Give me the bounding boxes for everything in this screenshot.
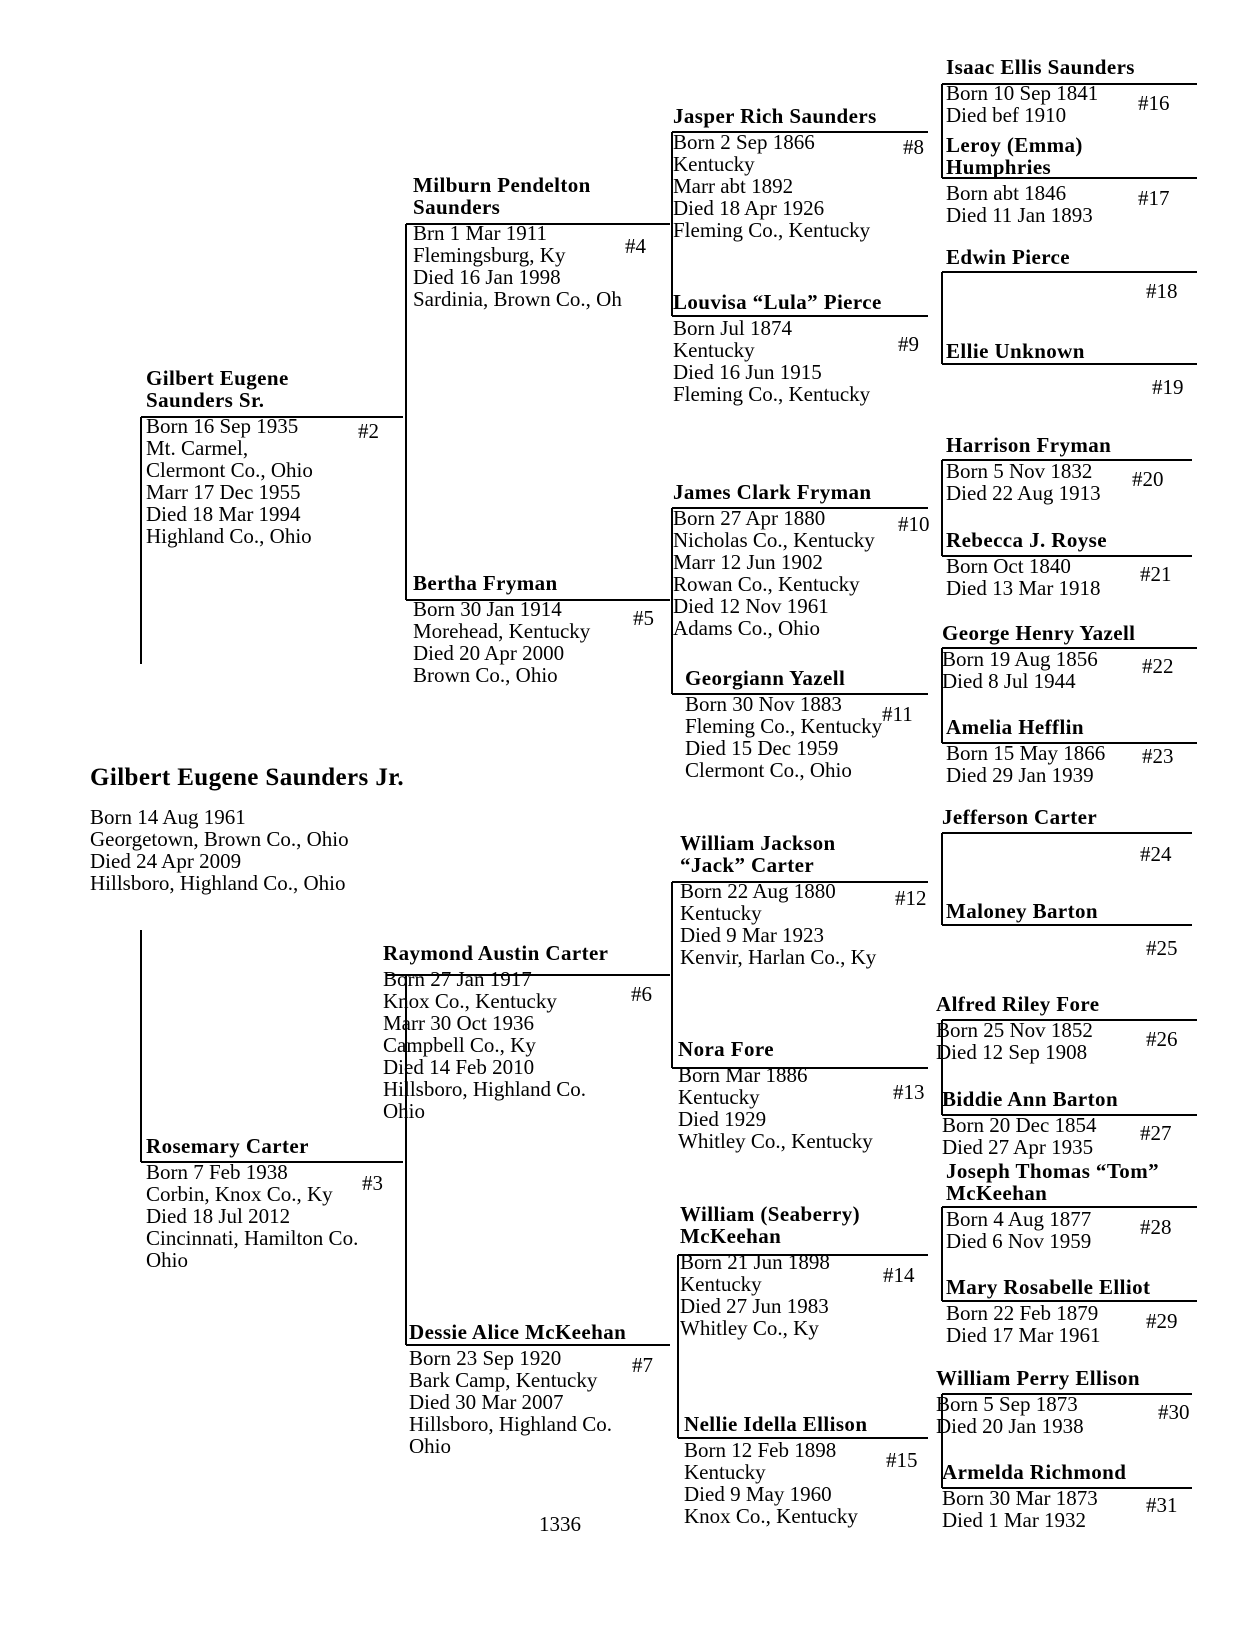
detail-line: Clermont Co., Ohio (146, 458, 313, 482)
person-name: Rosemary Carter (146, 1134, 309, 1158)
ahnentafel-number: #12 (895, 886, 927, 910)
ahnentafel-number: #14 (883, 1263, 915, 1287)
person-name: Gilbert Eugene Saunders Sr. (146, 366, 289, 412)
detail-line: Born 30 Nov 1883 (685, 692, 842, 716)
person-details (90, 806, 510, 894)
person-name: William Perry Ellison (936, 1366, 1141, 1390)
detail-line: Died 16 Jan 1998 (413, 265, 561, 289)
ahnentafel-number: #10 (898, 512, 930, 536)
detail-line: Brn 1 Mar 1911 (413, 221, 547, 245)
detail-line: Hillsboro, Highland Co. (409, 1412, 612, 1436)
person-details (673, 507, 933, 639)
detail-line: Whitley Co., Ky (680, 1316, 819, 1340)
ahnentafel-number: #27 (1140, 1121, 1172, 1145)
detail-line: Kentucky (680, 1272, 762, 1296)
person-name: Ellie Unknown (946, 339, 1085, 363)
detail-line: Died 9 May 1960 (684, 1482, 832, 1506)
detail-line: Marr 17 Dec 1955 (146, 480, 301, 504)
person-name: Isaac Ellis Saunders (946, 55, 1135, 79)
detail-line: Knox Co., Kentucky (383, 989, 557, 1013)
detail-line: Adams Co., Ohio (673, 616, 820, 640)
person-13 (678, 1038, 928, 1152)
detail-line: Hillsboro, Highland Co. (383, 1077, 586, 1101)
detail-line: Born 27 Jan 1917 (383, 967, 532, 991)
person-name: Georgiann Yazell (685, 666, 846, 690)
detail-line: Highland Co., Ohio (146, 524, 312, 548)
ahnentafel-number: #19 (1152, 375, 1184, 399)
person-name: Amelia Hefflin (946, 715, 1084, 739)
person-6 (383, 942, 663, 1122)
person-12 (680, 832, 900, 968)
detail-line: Born abt 1846 (946, 181, 1067, 205)
ahnentafel-number: #3 (362, 1171, 383, 1195)
person-name: William (Seaberry) McKeehan (680, 1202, 861, 1248)
person-9 (673, 291, 933, 405)
detail-line: Died 29 Jan 1939 (946, 763, 1094, 787)
ahnentafel-number: #26 (1146, 1027, 1178, 1051)
ahnentafel-number: #31 (1146, 1493, 1178, 1517)
detail-line: Born 7 Feb 1938 (146, 1160, 288, 1184)
detail-line: Bark Camp, Kentucky (409, 1368, 598, 1392)
page-number: 1336 (539, 1512, 581, 1536)
ahnentafel-number: #29 (1146, 1309, 1178, 1333)
person-details (946, 182, 1166, 226)
ahnentafel-number: #11 (882, 702, 913, 726)
detail-line: Died 27 Jun 1983 (680, 1294, 829, 1318)
detail-line: Died 18 Jul 2012 (146, 1204, 291, 1228)
detail-line: Died 18 Mar 1994 (146, 502, 301, 526)
person-name: William Jackson “Jack” Carter (680, 831, 836, 877)
person-details (673, 317, 933, 405)
detail-line: Died 16 Jun 1915 (673, 360, 822, 384)
detail-line: Died 30 Mar 2007 (409, 1390, 564, 1414)
detail-line: Born 14 Aug 1961 (90, 805, 246, 829)
detail-line: Born 15 May 1866 (946, 741, 1106, 765)
detail-line: Kentucky (684, 1460, 766, 1484)
detail-line: Clermont Co., Ohio (685, 758, 852, 782)
detail-line: Born 20 Dec 1854 (942, 1113, 1097, 1137)
detail-line: Kentucky (680, 901, 762, 925)
ahnentafel-number: #18 (1146, 279, 1178, 303)
person-7 (409, 1321, 679, 1457)
detail-line: Kentucky (678, 1085, 760, 1109)
detail-line: Morehead, Kentucky (413, 619, 591, 643)
detail-line: Mt. Carmel, (146, 436, 249, 460)
person-name: Joseph Thomas “Tom” McKeehan (946, 1159, 1159, 1205)
person-25 (946, 900, 1196, 922)
detail-line: Rowan Co., Kentucky (673, 572, 860, 596)
detail-line: Died 12 Sep 1908 (936, 1040, 1088, 1064)
person-1 (90, 764, 510, 894)
detail-line: Died 13 Mar 1918 (946, 576, 1101, 600)
detail-line: Born 22 Aug 1880 (680, 879, 836, 903)
person-details (678, 1064, 928, 1152)
detail-line: Ohio (146, 1248, 188, 1272)
ahnentafel-number: #5 (633, 606, 654, 630)
detail-line: Born 30 Jan 1914 (413, 597, 562, 621)
person-name: Raymond Austin Carter (383, 941, 609, 965)
person-name: Nellie Idella Ellison (684, 1412, 868, 1436)
person-name: George Henry Yazell (942, 621, 1136, 645)
person-17 (946, 134, 1166, 226)
detail-line: Died 9 Mar 1923 (680, 923, 825, 947)
person-details (680, 880, 900, 968)
detail-line: Marr 30 Oct 1936 (383, 1011, 535, 1035)
detail-line: Born 2 Sep 1866 (673, 130, 815, 154)
detail-line: Born 4 Aug 1877 (946, 1207, 1092, 1231)
detail-line: Born 12 Feb 1898 (684, 1438, 837, 1462)
person-3 (146, 1135, 396, 1271)
person-name: Jasper Rich Saunders (673, 104, 877, 128)
ahnentafel-number: #30 (1158, 1400, 1190, 1424)
detail-line: Knox Co., Kentucky (684, 1504, 858, 1528)
person-name: Alfred Riley Fore (936, 992, 1100, 1016)
detail-line: Died 24 Apr 2009 (90, 849, 242, 873)
ahnentafel-number: #24 (1140, 842, 1172, 866)
person-10 (673, 481, 933, 639)
person-name: Harrison Fryman (946, 433, 1112, 457)
detail-line: Hillsboro, Highland Co., Ohio (90, 871, 346, 895)
detail-line: Died 20 Jan 1938 (936, 1414, 1084, 1438)
person-name: Dessie Alice McKeehan (409, 1320, 627, 1344)
ahnentafel-number: #8 (903, 135, 924, 159)
ahnentafel-number: #22 (1142, 654, 1174, 678)
detail-line: Born Oct 1840 (946, 554, 1071, 578)
detail-line: Cincinnati, Hamilton Co. (146, 1226, 359, 1250)
person-name: Armelda Richmond (942, 1460, 1127, 1484)
person-name: Bertha Fryman (413, 571, 558, 595)
detail-line: Died 11 Jan 1893 (946, 203, 1093, 227)
person-name: Maloney Barton (946, 899, 1099, 923)
person-19 (946, 340, 1196, 362)
detail-line: Born 10 Sep 1841 (946, 81, 1099, 105)
person-details (146, 415, 376, 547)
person-details (146, 1161, 396, 1271)
person-details (383, 968, 663, 1122)
person-name: Leroy (Emma) Humphries (946, 133, 1083, 179)
detail-line: Marr abt 1892 (673, 174, 794, 198)
detail-line: Nicholas Co., Kentucky (673, 528, 875, 552)
detail-line: Born 25 Nov 1852 (936, 1018, 1093, 1042)
ahnentafel-number: #20 (1132, 467, 1164, 491)
person-details (673, 131, 933, 241)
detail-line: Fleming Co., Kentucky (673, 218, 871, 242)
person-name: Jefferson Carter (942, 805, 1098, 829)
ahnentafel-number: #7 (632, 1353, 653, 1377)
person-name: Edwin Pierce (946, 245, 1070, 269)
detail-line: Born 27 Apr 1880 (673, 506, 826, 530)
detail-line: Born 22 Feb 1879 (946, 1301, 1099, 1325)
detail-line: Died 14 Feb 2010 (383, 1055, 535, 1079)
detail-line: Born 23 Sep 1920 (409, 1346, 562, 1370)
detail-line: Born Jul 1874 (673, 316, 793, 340)
detail-line: Kenvir, Harlan Co., Ky (680, 945, 877, 969)
person-name: Rebecca J. Royse (946, 528, 1107, 552)
detail-line: Fleming Co., Kentucky (673, 382, 871, 406)
detail-line: Born Mar 1886 (678, 1063, 808, 1087)
person-name: Milburn Pendelton Saunders (413, 173, 591, 219)
person-18 (946, 246, 1196, 268)
detail-line: Kentucky (673, 152, 755, 176)
ahnentafel-number: #9 (898, 332, 919, 356)
detail-line: Died 8 Jul 1944 (942, 669, 1076, 693)
person-details (413, 598, 663, 686)
detail-line: Died 1 Mar 1932 (942, 1508, 1087, 1532)
ahnentafel-number: #13 (893, 1080, 925, 1104)
ahnentafel-number: #17 (1138, 186, 1170, 210)
detail-line: Born 5 Nov 1832 (946, 459, 1093, 483)
detail-line: Died 22 Aug 1913 (946, 481, 1101, 505)
person-name: Biddie Ann Barton (942, 1087, 1119, 1111)
person-8 (673, 105, 933, 241)
detail-line: Whitley Co., Kentucky (678, 1129, 873, 1153)
ahnentafel-number: #21 (1140, 562, 1172, 586)
detail-line: Born 5 Sep 1873 (936, 1392, 1078, 1416)
detail-line: Died 12 Nov 1961 (673, 594, 829, 618)
ahnentafel-number: #6 (631, 982, 652, 1006)
detail-line: Born 16 Sep 1935 (146, 414, 299, 438)
person-name: Gilbert Eugene Saunders Jr. (90, 764, 405, 791)
detail-line: Ohio (383, 1099, 425, 1123)
person-name: Nora Fore (678, 1037, 774, 1061)
ahnentafel-number: #28 (1140, 1215, 1172, 1239)
person-name: Mary Rosabelle Elliot (946, 1275, 1151, 1299)
ahnentafel-number: #25 (1146, 936, 1178, 960)
ahnentafel-number: #16 (1138, 91, 1170, 115)
person-name: James Clark Fryman (673, 480, 872, 504)
detail-line: Died 15 Dec 1959 (685, 736, 839, 760)
detail-line: Sardinia, Brown Co., Oh (413, 287, 622, 311)
detail-line: Died 1929 (678, 1107, 767, 1131)
detail-line: Born 30 Mar 1873 (942, 1486, 1098, 1510)
detail-line: Died 20 Apr 2000 (413, 641, 565, 665)
detail-line: Died 18 Apr 1926 (673, 196, 825, 220)
detail-line: Died 27 Apr 1935 (942, 1135, 1094, 1159)
detail-line: Marr 12 Jun 1902 (673, 550, 823, 574)
detail-line: Campbell Co., Ky (383, 1033, 536, 1057)
detail-line: Georgetown, Brown Co., Ohio (90, 827, 349, 851)
person-5 (413, 572, 663, 686)
ahnentafel-number: #23 (1142, 744, 1174, 768)
detail-line: Kentucky (673, 338, 755, 362)
detail-line: Died bef 1910 (946, 103, 1067, 127)
person-name: Louvisa “Lula” Pierce (673, 290, 882, 314)
detail-line: Corbin, Knox Co., Ky (146, 1182, 333, 1206)
detail-line: Died 17 Mar 1961 (946, 1323, 1101, 1347)
ahnentafel-number: #15 (886, 1448, 918, 1472)
detail-line: Fleming Co., Kentucky (685, 714, 883, 738)
detail-line: Died 6 Nov 1959 (946, 1229, 1092, 1253)
person-24 (942, 806, 1192, 828)
detail-line: Flemingsburg, Ky (413, 243, 566, 267)
detail-line: Born 19 Aug 1856 (942, 647, 1098, 671)
detail-line: Ohio (409, 1434, 451, 1458)
detail-line: Brown Co., Ohio (413, 663, 558, 687)
detail-line: Born 21 Jun 1898 (680, 1250, 830, 1274)
person-2 (146, 367, 376, 547)
ahnentafel-number: #2 (358, 419, 379, 443)
ahnentafel-number: #4 (625, 234, 646, 258)
